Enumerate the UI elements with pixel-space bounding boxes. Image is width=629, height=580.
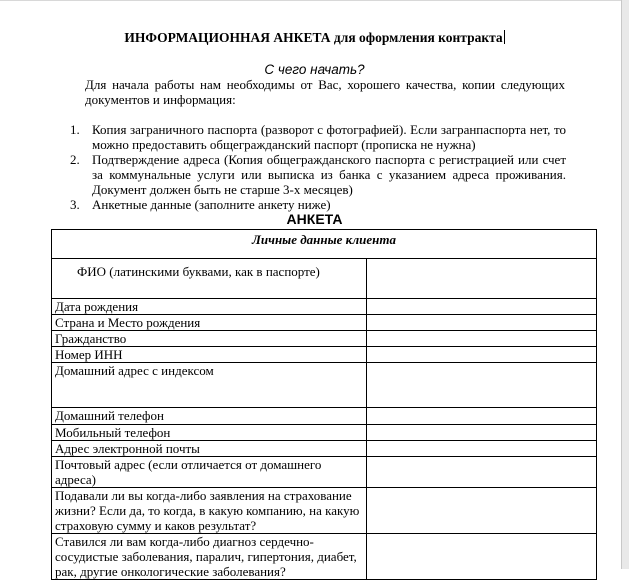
field-label-birth-place: Страна и Место рождения — [52, 315, 367, 331]
table-row — [52, 347, 597, 363]
field-value-citizenship[interactable] — [366, 331, 596, 347]
field-value-diagnoses[interactable] — [366, 534, 596, 580]
list-item-text: Анкетные данные (заполните анкету ниже) — [92, 197, 331, 212]
table-row — [52, 259, 597, 299]
list-item-text: Подтверждение адреса (Копия общегражданского паспорта с регистрацией или счет за коммунальные услуги или выписка из банка с указанием адреса проживания. Документ должен быть не старше 3-х месяцев) — [92, 152, 566, 197]
table-row — [52, 230, 597, 259]
list-item-number: 3. — [70, 197, 80, 212]
list-item — [70, 197, 566, 212]
document-title-text: ИНФОРМАЦИОННАЯ АНКЕТА для оформления контракта — [124, 30, 503, 45]
field-label-citizenship: Гражданство — [52, 331, 367, 347]
field-value-birth-place[interactable] — [366, 315, 596, 331]
field-value-home-phone[interactable] — [366, 408, 596, 425]
list-item — [70, 152, 566, 197]
document-title[interactable] — [0, 30, 629, 46]
window-margin — [622, 0, 629, 569]
page-top-edge — [0, 0, 622, 1]
document-subtitle: С чего начать? — [264, 62, 365, 77]
field-label-full-name: ФИО (латинскими буквами, как в паспорте) — [52, 259, 367, 299]
field-label-mailing-address: Почтовый адрес (если отличается от домашнего адреса) — [52, 457, 367, 488]
field-value-tax-id[interactable] — [366, 347, 596, 363]
table-row — [52, 457, 597, 488]
table-row — [52, 363, 597, 408]
field-label-mobile-phone: Мобильный телефон — [52, 425, 367, 441]
field-label-home-address: Домашний адрес с индексом — [52, 363, 367, 408]
table-row — [52, 408, 597, 425]
field-label-diagnoses: Ставился ли вам когда-либо диагноз сердечно-сосудистые заболевания, паралич, гипертония, диабет, рак, другие онкологические заболевания? — [52, 534, 367, 580]
field-value-full-name[interactable] — [366, 259, 596, 299]
table-row — [52, 441, 597, 457]
field-value-mailing-address[interactable] — [366, 457, 596, 488]
form-heading: АНКЕТА — [286, 211, 343, 227]
list-item-number: 2. — [70, 152, 80, 167]
field-value-mobile-phone[interactable] — [366, 425, 596, 441]
field-label-email: Адрес электронной почты — [52, 441, 367, 457]
list-item — [70, 122, 566, 152]
table-row — [52, 534, 597, 580]
client-form-table — [51, 229, 597, 580]
intro-paragraph: Для начала работы нам необходимы от Вас, хорошего качества, копии следующих документов и информация: — [85, 77, 565, 107]
table-row — [52, 315, 597, 331]
field-label-insurance-history: Подавали ли вы когда-либо заявления на страхование жизни? Если да, то когда, в какую компанию, на какую страховую сумму и каков результат? — [52, 488, 367, 534]
field-label-home-phone: Домашний телефон — [52, 408, 367, 425]
requirements-list — [70, 122, 566, 212]
list-item-number: 1. — [70, 122, 80, 137]
field-value-email[interactable] — [366, 441, 596, 457]
field-label-birth-date: Дата рождения — [52, 299, 367, 315]
text-cursor — [504, 30, 505, 44]
table-row — [52, 299, 597, 315]
field-value-insurance-history[interactable] — [366, 488, 596, 534]
table-row — [52, 425, 597, 441]
table-row — [52, 331, 597, 347]
list-item-text: Копия заграничного паспорта (разворот с фотографией). Если загранпаспорта нет, то можно предоставить общегражданский паспорт (прописка не нужна) — [92, 122, 566, 152]
table-row — [52, 488, 597, 534]
section-title: Личные данные клиента — [52, 230, 597, 259]
field-value-home-address[interactable] — [366, 363, 596, 408]
field-value-birth-date[interactable] — [366, 299, 596, 315]
field-label-tax-id: Номер ИНН — [52, 347, 367, 363]
